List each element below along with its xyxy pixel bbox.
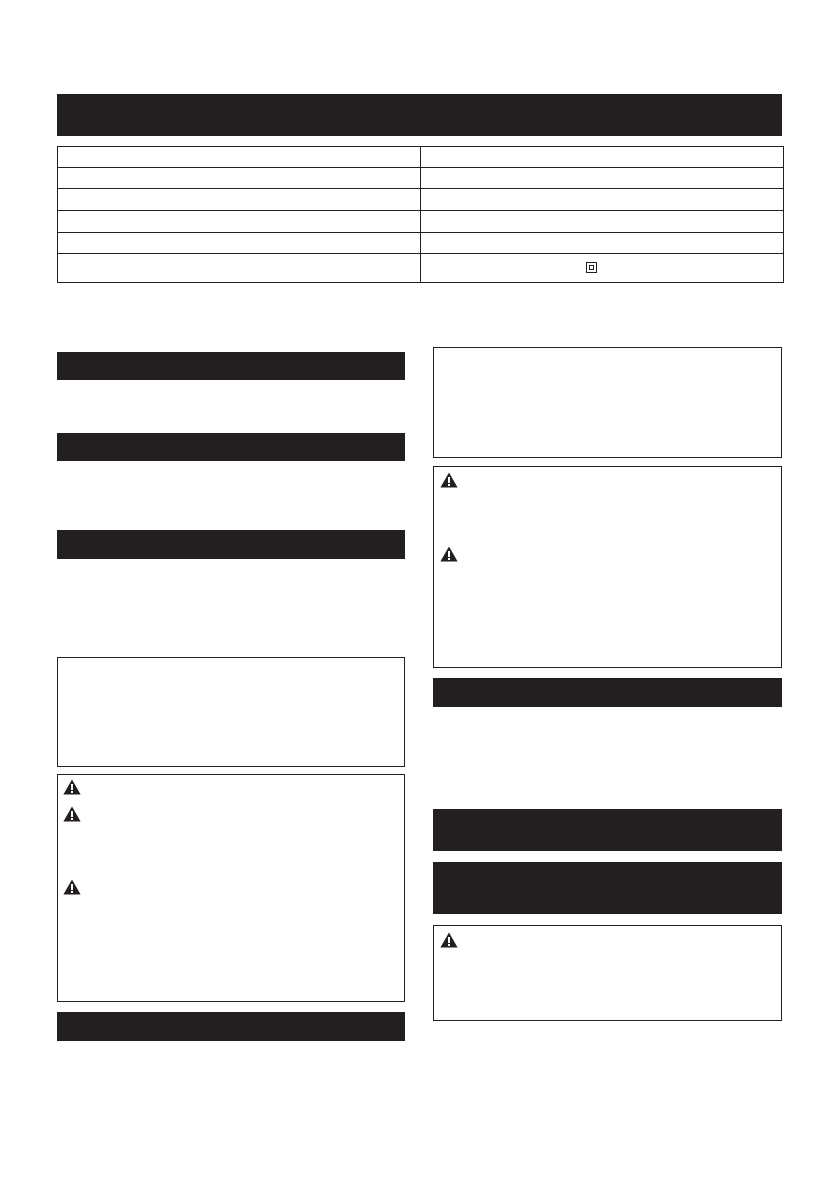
warning-box	[57, 774, 405, 1002]
warning-triangle-icon	[63, 779, 81, 795]
notice-box	[433, 347, 782, 458]
section-header-bar	[433, 809, 782, 851]
warning-box	[433, 925, 782, 1021]
double-insulation-symbol	[586, 262, 597, 273]
section-header-bar	[57, 1012, 405, 1041]
table-row	[58, 233, 784, 254]
warning-triangle-icon	[63, 879, 81, 895]
section-header-bar	[433, 678, 782, 707]
specifications-table	[57, 146, 784, 283]
section-header-bar	[433, 862, 782, 914]
section-header-bar	[57, 352, 405, 380]
warning-triangle-icon	[63, 806, 81, 822]
warning-box	[433, 466, 782, 668]
table-row	[58, 189, 784, 211]
table-row	[58, 254, 784, 283]
table-row	[58, 147, 784, 168]
table-row	[58, 211, 784, 233]
warning-triangle-icon	[440, 546, 458, 562]
section-header-bar	[57, 530, 405, 559]
section-header-bar	[57, 433, 405, 461]
warning-triangle-icon	[440, 472, 458, 488]
notice-box	[57, 657, 405, 767]
warning-triangle-icon	[440, 932, 458, 948]
table-row	[58, 168, 784, 189]
section-title-bar	[57, 94, 782, 136]
